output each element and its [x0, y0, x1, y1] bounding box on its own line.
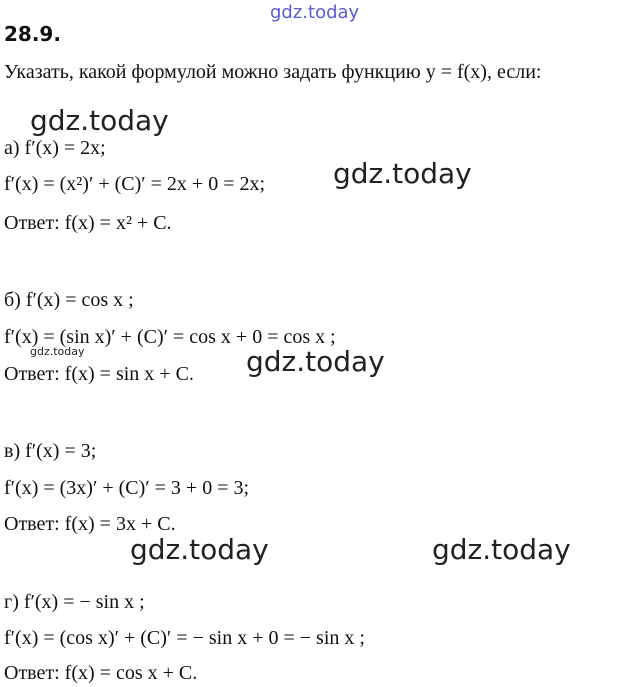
watermark: gdz.today	[30, 345, 85, 358]
watermark: gdz.today	[432, 533, 571, 566]
watermark: gdz.today	[130, 533, 269, 566]
problem-number: 28.9.	[4, 22, 61, 46]
part-b-answer: Ответ: f(x) = sin x + C.	[4, 363, 194, 385]
watermark: gdz.today	[30, 104, 169, 137]
watermark: gdz.today	[333, 157, 472, 190]
part-d-condition: г) f′(x) = − sin x ;	[4, 591, 145, 613]
part-a-answer: Ответ: f(x) = x² + C.	[4, 212, 172, 234]
part-b-condition: б) f′(x) = cos x ;	[4, 289, 134, 311]
part-c-answer: Ответ: f(x) = 3x + C.	[4, 513, 176, 535]
part-a-condition: а) f′(x) = 2x;	[4, 137, 106, 159]
part-d-answer: Ответ: f(x) = cos x + C.	[4, 662, 198, 684]
part-d-solution: f′(x) = (cos x)′ + (C)′ = − sin x + 0 = − sin x ;	[4, 627, 365, 649]
part-a-solution: f′(x) = (x²)′ + (C)′ = 2x + 0 = 2x;	[4, 173, 266, 195]
watermark: gdz.today	[270, 2, 360, 23]
watermark: gdz.today	[246, 345, 385, 378]
part-b-solution: f′(x) = (sin x)′ + (C)′ = cos x + 0 = cos x ;	[4, 326, 336, 348]
task-statement: Указать, какой формулой можно задать функцию y = f(x), если:	[4, 61, 542, 83]
part-c-condition: в) f′(x) = 3;	[4, 440, 97, 462]
part-c-solution: f′(x) = (3x)′ + (C)′ = 3 + 0 = 3;	[4, 477, 250, 499]
